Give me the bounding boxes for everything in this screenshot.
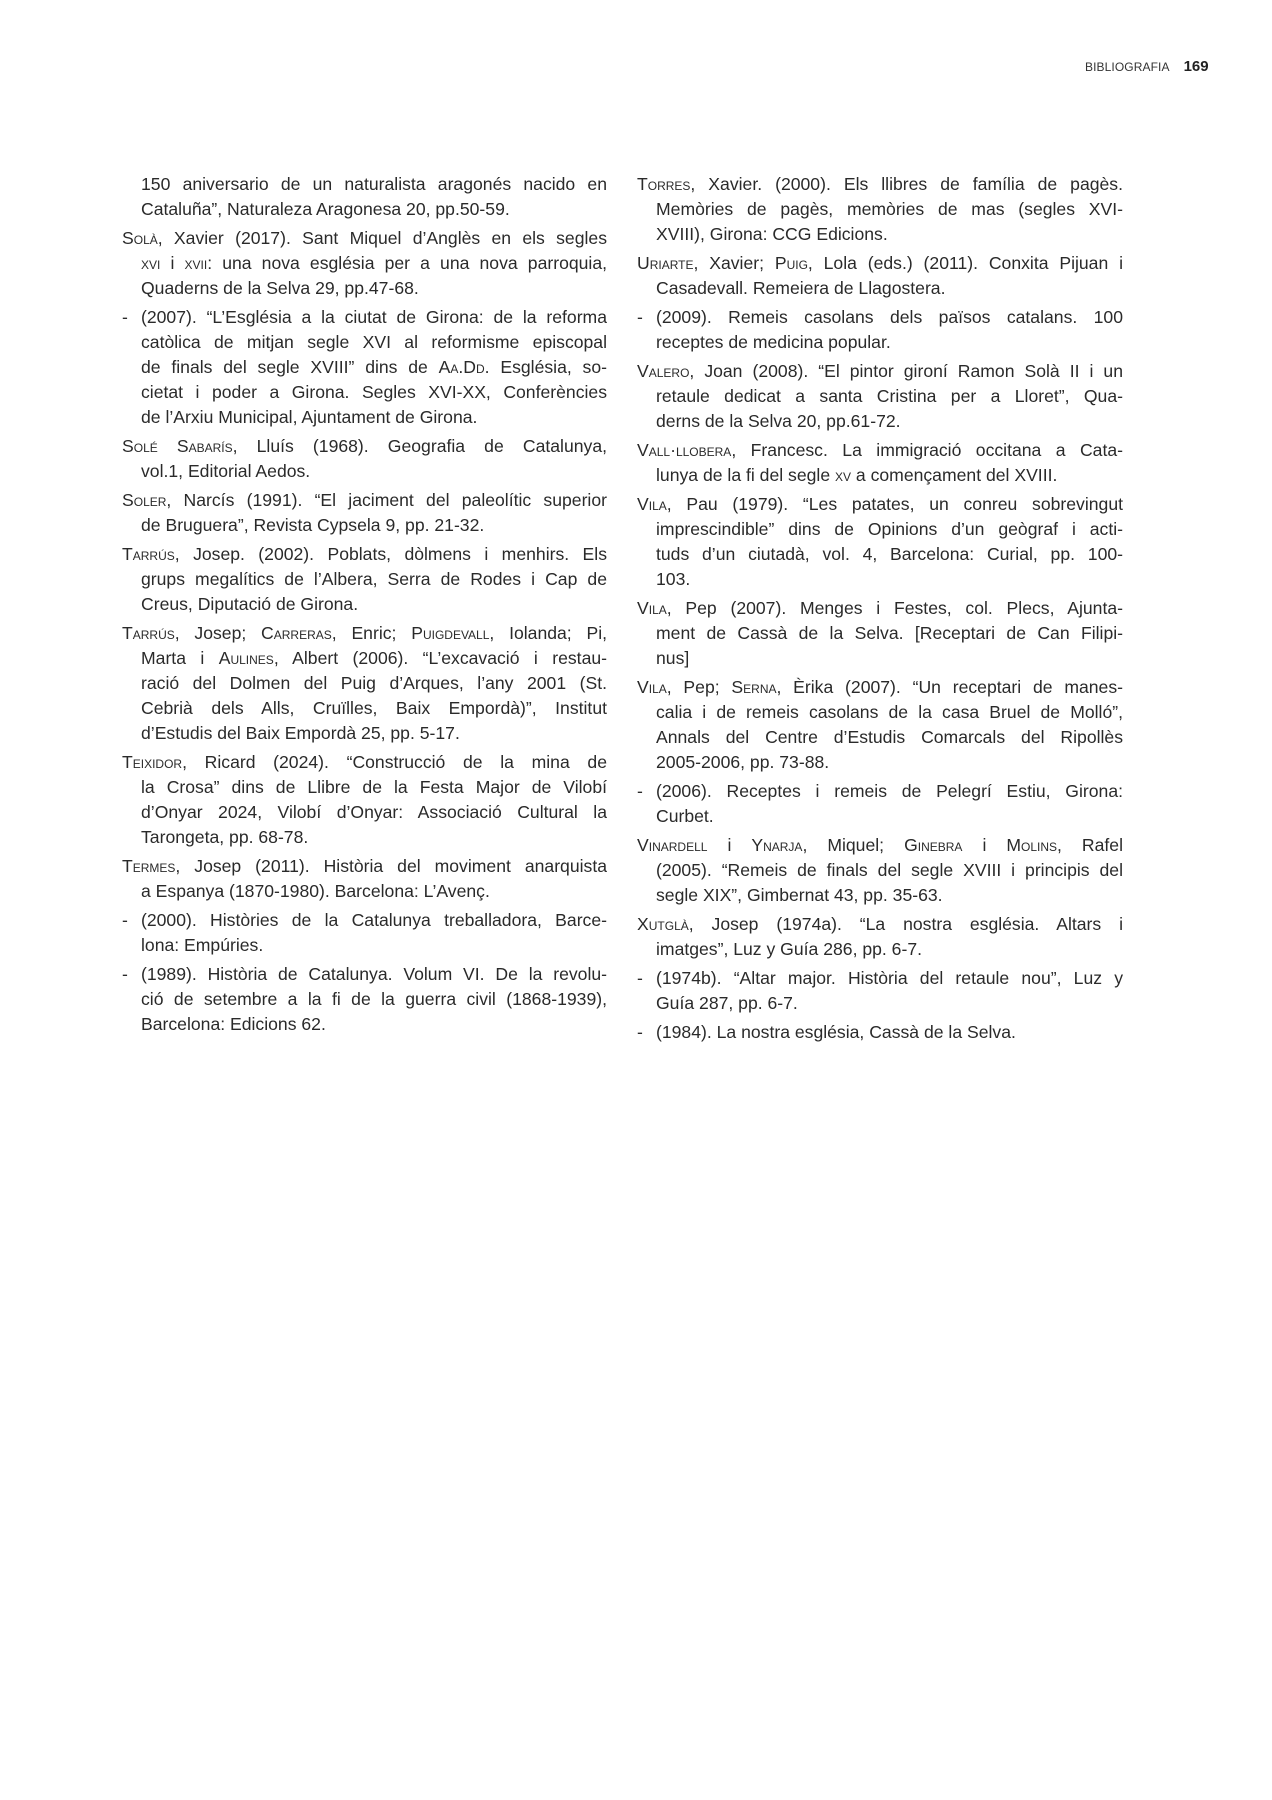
entry-line bbox=[122, 621, 607, 646]
entry-text: 150 aniversario de un naturalista aragonés nacido en bbox=[141, 174, 607, 194]
entry-line bbox=[637, 912, 1123, 937]
entry-text: 2005-2006, pp. 73-88. bbox=[656, 752, 830, 772]
author-name: Puigdevall bbox=[411, 623, 490, 643]
entry-text: receptes de medicina popular. bbox=[656, 332, 891, 352]
entry-line bbox=[122, 542, 607, 567]
entry-line bbox=[122, 380, 607, 405]
author-name: Puig bbox=[774, 253, 808, 273]
author-name: Molins bbox=[1006, 835, 1058, 855]
entry-text: Curbet. bbox=[656, 806, 714, 826]
entry-line bbox=[637, 675, 1123, 700]
bibliography-entry bbox=[122, 226, 607, 301]
running-header bbox=[1085, 58, 1209, 75]
entry-line bbox=[122, 226, 607, 251]
entry-line bbox=[122, 330, 607, 355]
entry-text: , Xavier; bbox=[693, 253, 775, 273]
entry-text: imatges”, Luz y Guía 286, pp. 6-7. bbox=[656, 939, 923, 959]
bibliography-entry bbox=[122, 434, 607, 484]
bibliography-column-right bbox=[637, 172, 1123, 1049]
page-number: 169 bbox=[1183, 58, 1209, 75]
entry-text: Cataluña”, Naturaleza Aragonesa 20, pp.50-59. bbox=[141, 199, 510, 219]
author-name: xvi bbox=[141, 253, 161, 273]
entry-text: tuds d’un ciutadà, vol. 4, Barcelona: Curial, pp. 100- bbox=[656, 544, 1123, 564]
entry-text: (2009). Remeis casolans dels països catalans. 100 bbox=[656, 307, 1123, 327]
bibliography-entry bbox=[637, 779, 1123, 829]
entry-line bbox=[637, 883, 1123, 908]
entry-line bbox=[122, 800, 607, 825]
entry-line bbox=[122, 987, 607, 1012]
entry-text: , Josep; bbox=[174, 623, 262, 643]
entry-line bbox=[637, 833, 1123, 858]
bibliography-entry bbox=[122, 750, 607, 850]
bibliography-entry bbox=[637, 1020, 1123, 1045]
entry-line bbox=[637, 725, 1123, 750]
entry-line bbox=[637, 384, 1123, 409]
bibliography-entry bbox=[637, 966, 1123, 1016]
entry-line bbox=[637, 197, 1123, 222]
author-name: Solé Sabarís bbox=[122, 436, 233, 456]
entry-line bbox=[122, 172, 607, 197]
entry-line bbox=[637, 517, 1123, 542]
entry-line bbox=[637, 276, 1123, 301]
entry-text: Barcelona: Edicions 62. bbox=[141, 1014, 326, 1034]
entry-text: derns de la Selva 20, pp.61-72. bbox=[656, 411, 901, 431]
entry-line bbox=[122, 592, 607, 617]
entry-text: , Francesc. La immigració occitana a Cata- bbox=[731, 440, 1123, 460]
entry-text: de l’Arxiu Municipal, Ajuntament de Girona. bbox=[141, 407, 478, 427]
bibliography-column-left bbox=[122, 172, 607, 1041]
entry-text: retaule dedicat a santa Cristina per a Lloret”, Qua- bbox=[656, 386, 1123, 406]
entry-text: , Miquel; bbox=[802, 835, 905, 855]
entry-line bbox=[122, 775, 607, 800]
entry-text: Guía 287, pp. 6-7. bbox=[656, 993, 798, 1013]
entry-line bbox=[122, 251, 607, 276]
entry-text: calia i de remeis casolans de la casa Bruel de Molló”, bbox=[656, 702, 1123, 722]
entry-line bbox=[637, 567, 1123, 592]
author-name: Vinardell bbox=[637, 835, 708, 855]
bibliography-entry bbox=[637, 833, 1123, 908]
entry-text: , Pau (1979). “Les patates, un conreu sobrevingut bbox=[666, 494, 1123, 514]
bibliography-entry bbox=[122, 621, 607, 746]
entry-line bbox=[122, 646, 607, 671]
bibliography-entry bbox=[637, 359, 1123, 434]
entry-text: , Èrika (2007). “Un receptari de manes- bbox=[776, 677, 1123, 697]
entry-text: , Xavier (2017). Sant Miquel d’Anglès en els segles bbox=[157, 228, 607, 248]
entry-line bbox=[637, 621, 1123, 646]
entry-text: , Joan (2008). “El pintor gironí Ramon Solà II i un bbox=[689, 361, 1123, 381]
entry-line bbox=[637, 438, 1123, 463]
same-author-dash: - bbox=[122, 910, 128, 930]
author-name: Vall·llobera bbox=[637, 440, 732, 460]
entry-text: a Espanya (1870-1980). Barcelona: L’Avenç. bbox=[141, 881, 490, 901]
author-name: Termes bbox=[122, 856, 176, 876]
entry-line bbox=[637, 991, 1123, 1016]
entry-text: , Josep. (2002). Poblats, dòlmens i menhirs. Els bbox=[174, 544, 607, 564]
entry-text: i bbox=[707, 835, 752, 855]
entry-text: de Bruguera”, Revista Cypsela 9, pp. 21-32. bbox=[141, 515, 485, 535]
entry-text: , Lola (eds.) (2011). Conxita Pijuan i bbox=[807, 253, 1123, 273]
same-author-dash: - bbox=[637, 307, 643, 327]
entry-text: imprescindible” dins de Opinions d’un geògraf i acti- bbox=[656, 519, 1123, 539]
entry-text: segle XIX”, Gimbernat 43, pp. 35-63. bbox=[656, 885, 943, 905]
entry-text: , Xavier. (2000). Els llibres de família de pagès. bbox=[690, 174, 1123, 194]
author-name: Carreras bbox=[261, 623, 332, 643]
entry-text: d’Onyar 2024, Vilobí d’Onyar: Associació Cultural la bbox=[141, 802, 607, 822]
entry-text: ment de Cassà de la Selva. [Receptari de Can Filipi- bbox=[656, 623, 1123, 643]
entry-text: ció de setembre a la fi de la guerra civil (1868-1939), bbox=[141, 989, 607, 1009]
entry-text: (2000). Històries de la Catalunya treballadora, Barce- bbox=[141, 910, 607, 930]
entry-text: d’Estudis del Baix Empordà 25, pp. 5-17. bbox=[141, 723, 460, 743]
author-name: Valero bbox=[637, 361, 690, 381]
entry-text: 103. bbox=[656, 569, 691, 589]
author-name: Vila bbox=[637, 598, 667, 618]
entry-line bbox=[122, 459, 607, 484]
author-name: Serna bbox=[731, 677, 777, 697]
entry-line bbox=[122, 197, 607, 222]
author-name: Uriarte bbox=[637, 253, 694, 273]
author-name: Ynarja bbox=[751, 835, 803, 855]
author-name: Teixidor bbox=[122, 752, 183, 772]
entry-text: i bbox=[160, 253, 185, 273]
entry-text: , Ricard (2024). “Construcció de la mina de bbox=[182, 752, 607, 772]
entry-text: : una nova església per a una nova parroquia, bbox=[207, 253, 607, 273]
entry-line bbox=[637, 966, 1123, 991]
same-author-dash: - bbox=[637, 781, 643, 801]
entry-line bbox=[122, 962, 607, 987]
entry-line bbox=[637, 1020, 1123, 1045]
entry-line bbox=[637, 305, 1123, 330]
entry-text: (2007). “L’Església a la ciutat de Girona: de la reforma bbox=[141, 307, 607, 327]
entry-line bbox=[122, 305, 607, 330]
entry-text: catòlica de mitjan segle XVI al reformisme episcopal bbox=[141, 332, 607, 352]
entry-line bbox=[637, 937, 1123, 962]
entry-line bbox=[122, 879, 607, 904]
entry-text: Memòries de pagès, memòries de mas (segles XVI- bbox=[656, 199, 1123, 219]
entry-text: Marta i bbox=[141, 648, 219, 668]
bibliography-entry bbox=[637, 912, 1123, 962]
entry-line bbox=[637, 463, 1123, 488]
entry-text: nus] bbox=[656, 648, 690, 668]
bibliography-entry bbox=[637, 438, 1123, 488]
entry-line bbox=[122, 276, 607, 301]
entry-line bbox=[637, 700, 1123, 725]
entry-text: ració del Dolmen del Puig d’Arques, l’any 2001 (St. bbox=[141, 673, 607, 693]
entry-line bbox=[637, 330, 1123, 355]
bibliography-entry bbox=[122, 172, 607, 222]
entry-line bbox=[637, 596, 1123, 621]
bibliography-entry bbox=[637, 305, 1123, 355]
entry-text: XVIII), Girona: CCG Edicions. bbox=[656, 224, 888, 244]
author-name: Soler bbox=[122, 490, 167, 510]
bibliography-entry bbox=[637, 596, 1123, 671]
entry-line bbox=[637, 646, 1123, 671]
bibliography-entry bbox=[637, 172, 1123, 247]
entry-line bbox=[122, 405, 607, 430]
author-name: Torres bbox=[637, 174, 691, 194]
entry-text: Casadevall. Remeiera de Llagostera. bbox=[656, 278, 946, 298]
entry-text: (1974b). “Altar major. Història del retaule nou”, Luz y bbox=[656, 968, 1123, 988]
entry-line bbox=[637, 222, 1123, 247]
entry-text: Cebrià dels Alls, Cruïlles, Baix Empordà)”, Institut bbox=[141, 698, 607, 718]
author-name: Tarrús bbox=[122, 623, 175, 643]
entry-text: , Narcís (1991). “El jaciment del paleolític superior bbox=[166, 490, 607, 510]
bibliography-entry bbox=[122, 908, 607, 958]
entry-text: , Enric; bbox=[331, 623, 412, 643]
entry-text: , Josep (1974a). “La nostra església. Altars i bbox=[688, 914, 1123, 934]
entry-line bbox=[637, 359, 1123, 384]
author-name: Aa.Dd bbox=[438, 357, 485, 377]
bibliography-entry bbox=[637, 675, 1123, 775]
entry-line bbox=[637, 750, 1123, 775]
author-name: Vila bbox=[637, 677, 667, 697]
entry-text: a començament del XVIII. bbox=[851, 465, 1058, 485]
author-name: Ginebra bbox=[904, 835, 963, 855]
entry-line bbox=[122, 854, 607, 879]
entry-text: vol.1, Editorial Aedos. bbox=[141, 461, 311, 481]
entry-text: lunya de la fi del segle bbox=[656, 465, 835, 485]
entry-text: (2005). “Remeis de finals del segle XVIII i principis del bbox=[656, 860, 1123, 880]
entry-line bbox=[122, 933, 607, 958]
entry-line bbox=[122, 696, 607, 721]
entry-line bbox=[122, 825, 607, 850]
entry-text: , Pep (2007). Menges i Festes, col. Plecs, Ajunta- bbox=[666, 598, 1123, 618]
entry-text: (1984). La nostra església, Cassà de la Selva. bbox=[656, 1022, 1016, 1042]
entry-line bbox=[637, 172, 1123, 197]
author-name: Tarrús bbox=[122, 544, 175, 564]
entry-text: . Església, so- bbox=[484, 357, 607, 377]
entry-text: Creus, Diputació de Girona. bbox=[141, 594, 359, 614]
entry-line bbox=[637, 779, 1123, 804]
entry-line bbox=[122, 488, 607, 513]
entry-line bbox=[122, 721, 607, 746]
entry-line bbox=[122, 434, 607, 459]
entry-line bbox=[122, 355, 607, 380]
entry-line bbox=[637, 251, 1123, 276]
section-title: BIBLIOGRAFIA bbox=[1085, 60, 1170, 74]
author-name: xv bbox=[835, 465, 852, 485]
entry-line bbox=[637, 492, 1123, 517]
entry-text: de finals del segle XVIII” dins de bbox=[141, 357, 439, 377]
entry-text: (2006). Receptes i remeis de Pelegrí Estiu, Girona: bbox=[656, 781, 1123, 801]
author-name: Solà bbox=[122, 228, 158, 248]
entry-text: Tarongeta, pp. 68-78. bbox=[141, 827, 309, 847]
entry-text: , Rafel bbox=[1057, 835, 1123, 855]
entry-text: , Josep (2011). Història del moviment anarquista bbox=[175, 856, 607, 876]
entry-line bbox=[637, 409, 1123, 434]
entry-text: , Pep; bbox=[666, 677, 732, 697]
entry-text: Annals del Centre d’Estudis Comarcals del Ripollès bbox=[656, 727, 1123, 747]
entry-line bbox=[122, 513, 607, 538]
entry-line bbox=[122, 567, 607, 592]
entry-line bbox=[637, 858, 1123, 883]
bibliography-entry bbox=[637, 492, 1123, 592]
author-name: xvii bbox=[184, 253, 208, 273]
entry-line bbox=[122, 1012, 607, 1037]
bibliography-entry bbox=[122, 962, 607, 1037]
entry-line bbox=[122, 908, 607, 933]
entry-line bbox=[122, 750, 607, 775]
same-author-dash: - bbox=[637, 1022, 643, 1042]
bibliography-entry bbox=[637, 251, 1123, 301]
same-author-dash: - bbox=[122, 307, 128, 327]
author-name: Vila bbox=[637, 494, 667, 514]
entry-line bbox=[122, 671, 607, 696]
entry-text: , Albert (2006). “L’excavació i restau- bbox=[273, 648, 607, 668]
entry-text: i bbox=[962, 835, 1007, 855]
entry-text: cietat i poder a Girona. Segles XVI-XX, Conferències bbox=[141, 382, 607, 402]
entry-text: (1989). Història de Catalunya. Volum VI. De la revolu- bbox=[141, 964, 607, 984]
bibliography-entry bbox=[122, 305, 607, 430]
entry-text: , Iolanda; Pi, bbox=[489, 623, 607, 643]
entry-line bbox=[637, 804, 1123, 829]
entry-text: grups megalítics de l’Albera, Serra de Rodes i Cap de bbox=[141, 569, 607, 589]
author-name: Xutglà bbox=[637, 914, 689, 934]
author-name: Aulines bbox=[218, 648, 274, 668]
bibliography-entry bbox=[122, 854, 607, 904]
entry-line bbox=[637, 542, 1123, 567]
bibliography-entry bbox=[122, 488, 607, 538]
entry-text: lona: Empúries. bbox=[141, 935, 264, 955]
same-author-dash: - bbox=[122, 964, 128, 984]
bibliography-entry bbox=[122, 542, 607, 617]
entry-text: , Lluís (1968). Geografia de Catalunya, bbox=[232, 436, 607, 456]
entry-text: la Crosa” dins de Llibre de la Festa Major de Vilobí bbox=[141, 777, 607, 797]
same-author-dash: - bbox=[637, 968, 643, 988]
entry-text: Quaderns de la Selva 29, pp.47-68. bbox=[141, 278, 419, 298]
